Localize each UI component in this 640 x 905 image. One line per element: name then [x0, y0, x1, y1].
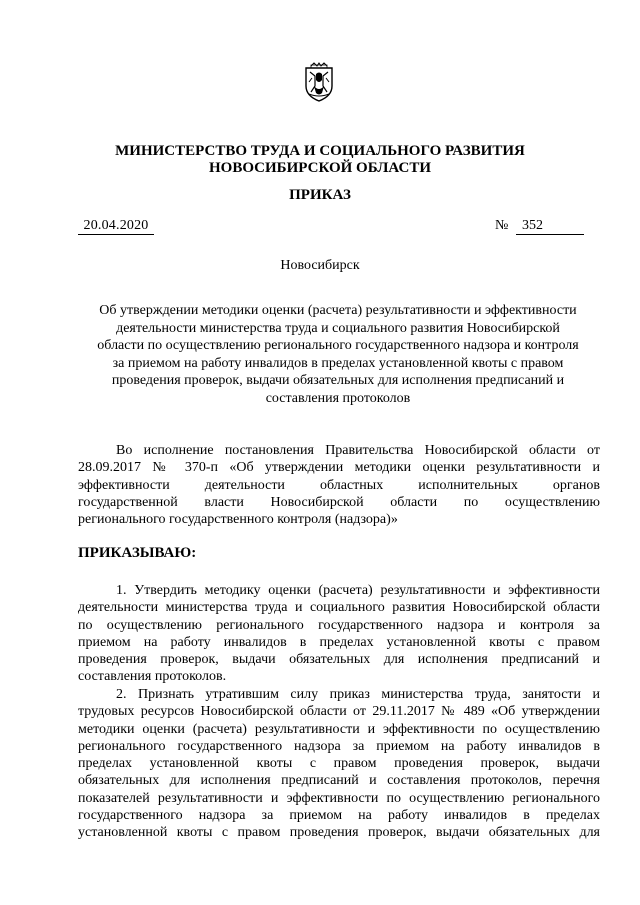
paragraph-line: Во исполнение постановления Правительства Новосибирской области от [116, 443, 600, 458]
subject-line: деятельности министерства труда и социального развития Новосибирской [116, 320, 560, 336]
paragraph-line: 2. Признать утратившим силу приказ министерства труда, занятости и [116, 687, 600, 702]
paragraph-line: пределах установленной квоты с правом проведения проверок, выдачи [78, 756, 600, 772]
paragraph-line: государственной власти Новосибирской области по осуществлению [78, 494, 600, 510]
paragraph-line: государственного надзора за приемом на работу инвалидов в пределах [78, 808, 600, 824]
order-subject [78, 302, 598, 407]
subject-line: Об утверждении методики оценки (расчета) результативности и эффективности [99, 303, 577, 318]
ministry-title-line-2: НОВОСИБИРСКОЙ ОБЛАСТИ [208, 160, 432, 176]
coat-of-arms-icon [302, 62, 336, 102]
paragraph-line: установленной квоты с правом проведения проверок, выдачи обязательных для [78, 825, 600, 841]
order-number: 352 [516, 218, 584, 235]
paragraph-line: методики оценки (расчета) результативности и эффективности по осуществлению [78, 721, 600, 737]
point-2-paragraph [78, 686, 600, 842]
subject-line: составления протоколов [265, 390, 411, 406]
city: Новосибирск [280, 258, 360, 273]
subject-line: за приемом на работу инвалидов в пределах установленной квоты с правом [112, 355, 564, 371]
ministry-title-line-1: МИНИСТЕРСТВО ТРУДА И СОЦИАЛЬНОГО РАЗВИТИЯ [115, 143, 525, 159]
subject-line: области по осуществлению регионального государственного надзора и контроля [97, 338, 579, 353]
number-sign: № [495, 218, 509, 233]
paragraph-line: обязательных для исполнения предписаний и составления протоколов, перечня [78, 773, 600, 789]
order-directive-heading: ПРИКАЗЫВАЮ: [78, 545, 197, 561]
paragraph-line: регионального государственного контроля (надзора)» [78, 512, 398, 528]
order-date: 20.04.2020 [78, 218, 154, 235]
paragraph-line: проведения проверок, выдачи обязательных для исполнения предписаний и [78, 652, 600, 668]
paragraph-line: составления протоколов. [78, 669, 227, 685]
paragraph-line: по осуществлению регионального государственного надзора и контроля за [78, 617, 600, 633]
paragraph-line: регионального государственного надзора за приемом на работу инвалидов в [78, 738, 600, 754]
paragraph-line: показателей результативности и эффективности по осуществлению регионального [78, 790, 600, 806]
subject-line: проведения проверок, выдачи обязательных для исполнения предписаний и [111, 373, 565, 388]
paragraph-line: эффективности деятельности областных исполнительных органов [78, 477, 600, 493]
paragraph-line: приемом на работу инвалидов в пределах установленной квоты с правом [78, 634, 600, 650]
paragraph-line: деятельности министерства труда и социального развития Новосибирской области [78, 600, 600, 616]
paragraph-line: 28.09.2017 № 370-п «Об утверждении методики оценки результативности и [78, 460, 600, 476]
preamble-paragraph [78, 442, 600, 528]
point-1-paragraph [78, 582, 600, 686]
paragraph-line: трудовых ресурсов Новосибирской области от 29.11.2017 № 489 «Об утверждении [78, 704, 600, 720]
document-type: ПРИКАЗ [289, 187, 351, 203]
paragraph-line: 1. Утвердить методику оценки (расчета) результативности и эффективности [116, 583, 600, 598]
